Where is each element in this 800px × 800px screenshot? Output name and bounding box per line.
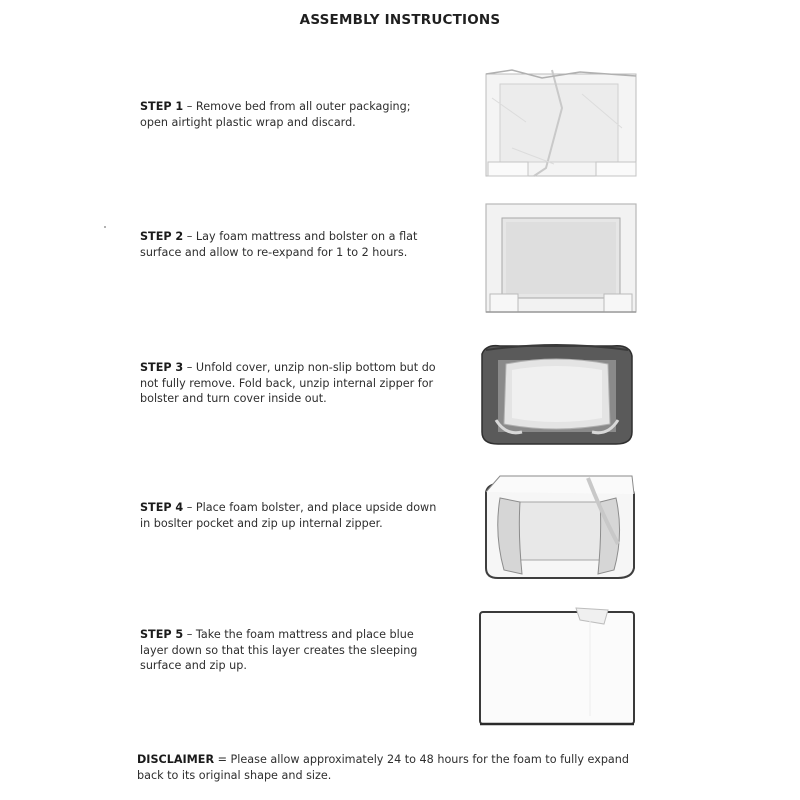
- scan-speck: [104, 226, 106, 228]
- step-2-label: STEP 2: [140, 230, 184, 243]
- disclaimer-label: DISCLAIMER: [137, 753, 215, 766]
- step-4-label: STEP 4: [140, 501, 184, 514]
- step-4-photo-bolster-in-pocket: [478, 474, 640, 584]
- step-2-photo-foam-expanding: [482, 200, 642, 318]
- step-1-photo-wrapped-bed: [482, 68, 642, 180]
- page-title: ASSEMBLY INSTRUCTIONS: [299, 12, 501, 28]
- step-3-label: STEP 3: [140, 361, 184, 374]
- step-5-photo-finished-bed: [476, 606, 638, 730]
- step-2-instruction: [140, 229, 440, 260]
- disclaimer: [137, 752, 657, 783]
- step-4-instruction: [140, 500, 440, 531]
- step-3-instruction: [140, 360, 440, 407]
- step-1-text: – Remove bed from all outer packaging; open airtight plastic wrap and discard.: [140, 100, 411, 129]
- disclaimer-text: = Please allow approximately 24 to 48 hours for the foam to fully expand back to its original shape and size.: [137, 753, 629, 782]
- step-1-label: STEP 1: [140, 100, 184, 113]
- step-2-text: – Lay foam mattress and bolster on a flat surface and allow to re-expand for 1 to 2 hours.: [140, 230, 418, 259]
- step-5-text: – Take the foam mattress and place blue layer down so that this layer creates the sleeping surface and zip up.: [140, 628, 418, 672]
- step-4-text: – Place foam bolster, and place upside down in boslter pocket and zip up internal zipper.: [140, 501, 437, 530]
- step-3-photo-cover-inside-out: [476, 340, 638, 448]
- step-5-instruction: [140, 627, 440, 674]
- step-1-instruction: [140, 99, 440, 130]
- step-3-text: – Unfold cover, unzip non-slip bottom but do not fully remove. Fold back, unzip internal zipper for bolster and turn cover inside out.: [140, 361, 436, 405]
- step-5-label: STEP 5: [140, 628, 184, 641]
